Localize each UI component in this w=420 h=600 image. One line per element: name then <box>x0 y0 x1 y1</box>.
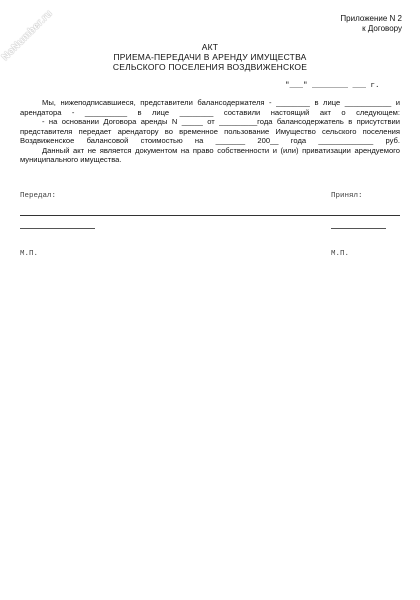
signature-right-line <box>331 221 386 229</box>
document-title <box>0 42 420 72</box>
signature-transferred <box>20 171 95 269</box>
title-act: АКТ <box>201 42 219 52</box>
signature-right-label: Принял: <box>331 192 363 200</box>
paragraph-disclaimer: Данный акт не является документом на право собственности и (или) приватизации арендуемого муниципального имущества. <box>20 145 400 164</box>
signature-left-label: Передал: <box>20 192 57 200</box>
appendix-contract: к Договору <box>362 24 402 33</box>
paragraph-transfer: - на основании Договора аренды N _____ от _________года балансодержатель в присутствии представителя передает арендатору во временное пользование Имущество сельского поселения Воздвиженское балансовой стоимостью на _______ 200__ года _____________ руб. <box>20 117 400 145</box>
title-settlement: СЕЛЬСКОГО ПОСЕЛЕНИЯ ВОЗДВИЖЕНСКОЕ <box>112 62 308 72</box>
divider-line <box>20 215 400 216</box>
stamp-right: М.П. <box>331 250 350 258</box>
watermark-text: NoNumber.ru <box>0 8 55 63</box>
document-body <box>20 98 400 165</box>
signature-accepted <box>331 171 386 269</box>
paragraph-parties: Мы, нижеподписавшиеся, представители балансодержателя - ________ в лице ___________ и арендатора - __________ в лице ________ составили настоящий акт о следующем: <box>20 98 400 117</box>
stamp-left: М.П. <box>20 250 39 258</box>
date-line: "___" ________ ___ г. <box>285 82 380 90</box>
signature-left-line <box>20 221 95 229</box>
title-subject: ПРИЕМА-ПЕРЕДАЧИ В АРЕНДУ ИМУЩЕСТВА <box>113 52 307 62</box>
appendix-number: Приложение N 2 <box>340 14 402 23</box>
appendix-reference <box>340 14 402 34</box>
